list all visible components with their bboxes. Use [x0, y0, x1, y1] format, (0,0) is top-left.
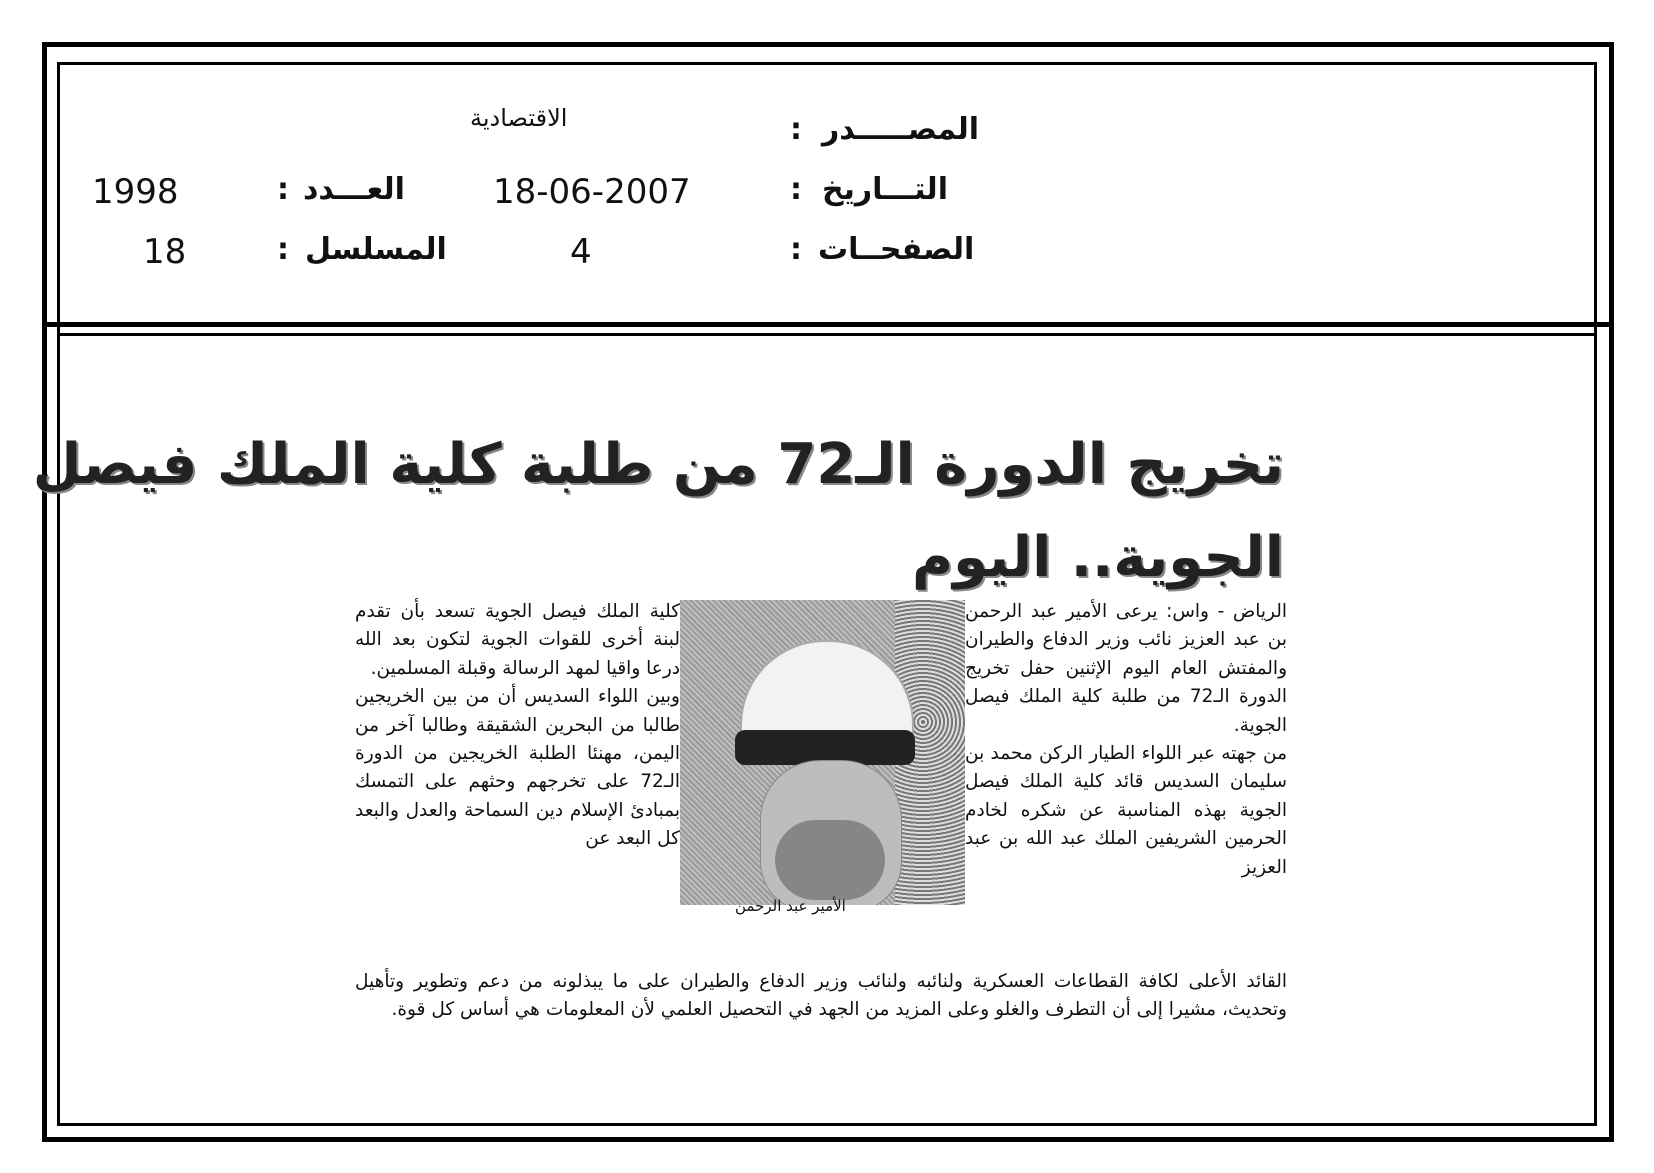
headline-line2: الجوية.. اليوم	[912, 525, 1284, 590]
issue-label: العـــدد	[303, 172, 405, 207]
paragraph: القائد الأعلى لكافة القطاعات العسكرية ولنائبه ولنائب وزير الدفاع والطيران على ما يبذلونه من دعم وتطوير وتأهيل وتحديث، مشيرا إلى أن التطرف والغلو وعلى المزيد من الجهد في التحصيل العلمي لأن المعلومات هي أساس كل قوة.	[355, 971, 1287, 1021]
paragraph: من جهته عبر اللواء الطيار الركن محمد بن سليمان السديس قائد كلية الملك فيصل الجوية بهذه المناسبة عن شكره لخادم الحرمين الشريفين الملك عبد الله بن عبد العزيز	[965, 743, 1287, 878]
date-label: التـــاريخ	[822, 172, 948, 207]
photo-caption: الأمير عبد الرحمن	[735, 897, 846, 915]
paragraph: وبين اللواء السديس أن من بين الخريجين طالبا من البحرين الشقيقة وطالبا آخر من اليمن، مهنئا الطلبة الخريجين من الدورة الـ72 على تخرجهم وحثهم على التمسك بمبادئ الإسلام دين السماحة والعدل والبعد كل البعد عن	[355, 686, 680, 850]
serial-colon: :	[277, 232, 289, 267]
pages-value: 4	[570, 232, 592, 272]
serial-value: 18	[143, 232, 187, 272]
pages-label: الصفحــات	[818, 232, 975, 267]
source-value: الاقتصادية	[470, 104, 568, 132]
issue-value: 1998	[92, 172, 179, 212]
source-label: المصـــــدر	[822, 112, 980, 147]
headline-line1: تخريج الدورة الـ72 من طلبة كلية الملك فيصل	[32, 432, 1284, 497]
photo-face-shade	[775, 820, 885, 900]
article-bottom-text	[355, 968, 1287, 1025]
article-column-left	[355, 598, 680, 854]
header-divider-inner	[57, 333, 1597, 336]
source-colon: :	[790, 112, 802, 147]
pages-colon: :	[790, 232, 802, 267]
date-value: 18-06-2007	[493, 172, 691, 212]
paragraph: كلية الملك فيصل الجوية تسعد بأن تقدم لبنة أخرى للقوات الجوية لتكون بعد الله درعا واقيا لمهد الرسالة وقبلة المسلمين.	[355, 601, 680, 679]
portrait-photo	[680, 600, 965, 905]
serial-label: المسلسل	[305, 232, 447, 267]
article-column-right	[965, 598, 1287, 882]
header-divider	[42, 322, 1614, 327]
inner-frame	[57, 62, 1597, 1126]
date-colon: :	[790, 172, 802, 207]
paragraph: الرياض - واس: يرعى الأمير عبد الرحمن بن عبد العزيز نائب وزير الدفاع والطيران والمفتش العام اليوم الإثنين حفل تخريج الدورة الـ72 من طلبة كلية الملك فيصل الجوية.	[965, 601, 1287, 736]
issue-colon: :	[277, 172, 289, 207]
